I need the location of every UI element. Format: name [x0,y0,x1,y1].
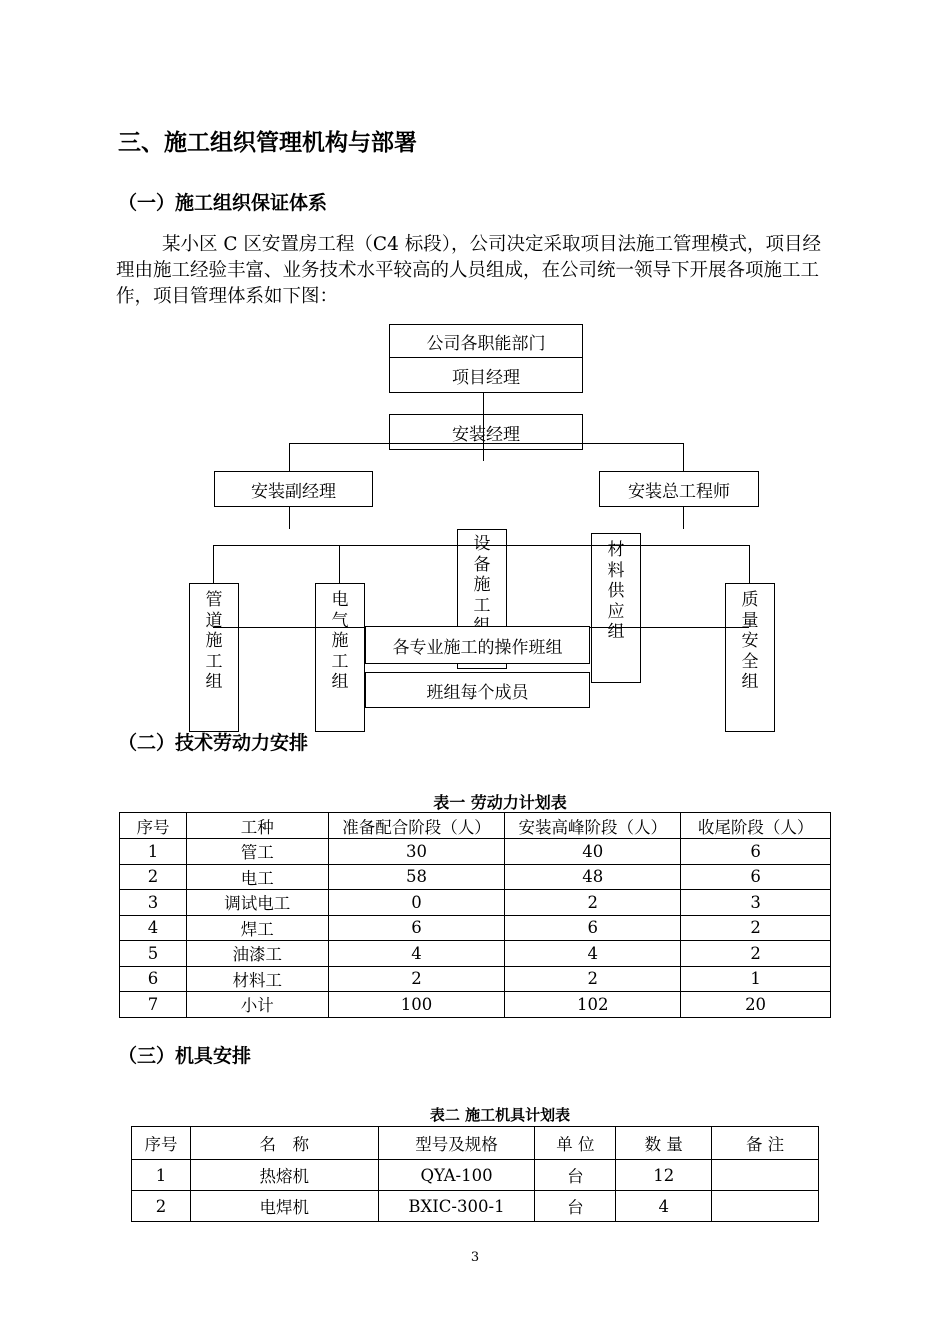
connector-branch [289,443,683,444]
chief-engineer-label: 安装总工程师 [628,481,730,502]
table-cell: 6 [328,915,505,941]
equipment-group-char: 备 [473,554,491,575]
equipment-header-cell: 单 位 [535,1127,616,1160]
table-cell: 2 [120,864,187,890]
equipment-group-char: 设 [473,534,491,554]
project-manager-box [389,357,583,393]
table-cell: 2 [505,966,681,992]
team-members-label: 班组每个成员 [426,682,529,703]
connector-chief-down [683,507,684,529]
equipment-table-header [132,1127,819,1160]
page-heading: 三、施工组织管理机构与部署 [118,130,417,156]
table-cell: QYA-100 [378,1160,535,1191]
table-cell: 油漆工 [186,941,328,967]
equipment-header-cell: 序号 [132,1127,191,1160]
pipe-group-char: 道 [205,610,223,631]
table-cell: 热熔机 [190,1160,378,1191]
table-cell: 6 [120,966,187,992]
company-depts-box [389,324,583,358]
connector-pipe [213,545,214,583]
quality-group-char: 安 [741,631,759,651]
chief-engineer-box [599,471,759,507]
project-manager-label: 项目经理 [452,367,520,388]
table-cell: 3 [120,890,187,916]
labor-table [119,812,831,1018]
table-cell: 2 [681,915,831,941]
electric-group-char: 施 [331,631,349,651]
material-group-char: 供 [607,581,625,601]
table-cell: 6 [681,864,831,890]
connector-left-drop [289,443,290,471]
table-cell: 6 [505,915,681,941]
operation-teams-box [365,626,590,664]
table-cell: 48 [505,864,681,890]
table-cell [712,1160,819,1191]
pipe-group-box [189,583,239,732]
table-cell: 20 [681,992,831,1018]
table-cell: 1 [681,966,831,992]
team-members-box [365,672,590,708]
electric-group-char: 组 [331,672,349,692]
quality-group-char: 组 [741,672,759,692]
table-row [132,1191,819,1222]
pipe-group-char: 管 [205,590,223,610]
table-cell: 0 [328,890,505,916]
table-cell: 2 [505,890,681,916]
table-cell: 3 [681,890,831,916]
connector-quality [749,545,750,583]
operation-teams-label: 各专业施工的操作班组 [392,637,563,658]
table-cell: 2 [328,966,505,992]
material-group-char: 组 [607,622,625,642]
connector-deputy-down [289,507,290,529]
quality-group-char: 质 [741,590,759,610]
table-cell: 小计 [186,992,328,1018]
equipment-header-cell: 型号及规格 [378,1127,535,1160]
equipment-table [131,1126,819,1222]
table-cell: 1 [120,839,187,865]
labor-header-cell: 工种 [186,813,328,839]
table-cell: 台 [535,1191,616,1222]
pipe-group-char: 施 [205,631,223,651]
labor-header-cell: 安装高峰阶段（人） [505,813,681,839]
table-cell: 2 [681,941,831,967]
table-row [120,966,831,992]
quality-group-box [725,583,775,732]
table-cell [712,1191,819,1222]
company-depts-label: 公司各职能部门 [426,333,546,354]
table-cell: 7 [120,992,187,1018]
page-number: 3 [470,1250,480,1265]
table-cell: 12 [616,1160,712,1191]
section1-paragraph [116,232,836,310]
table-cell: 102 [505,992,681,1018]
pipe-group-char: 工 [205,651,223,672]
table2-caption: 表二 施工机具计划表 [429,1106,571,1124]
equipment-header-cell: 数 量 [616,1127,712,1160]
table-cell: 材料工 [186,966,328,992]
table-cell: 6 [681,839,831,865]
table-cell: 4 [505,941,681,967]
table-cell: BXIC-300-1 [378,1191,535,1222]
table-row [132,1160,819,1191]
labor-table-header [120,813,831,839]
connector-electric [339,545,340,583]
electric-group-char: 气 [331,610,349,631]
labor-header-cell: 序号 [120,813,187,839]
section1-title: （一）施工组织保证体系 [118,192,328,214]
table-cell: 电工 [186,864,328,890]
labor-header-cell: 准备配合阶段（人） [328,813,505,839]
table-row [120,839,831,865]
quality-group-char: 全 [741,651,759,672]
material-group-char: 应 [607,601,625,622]
paragraph-text: 某小区 C 区安置房工程（C4 标段），公司决定采取项目法施工管理模式，项目经理由施工经验丰富、业务技术水平较高的人员组成，在公司统一领导下开展各项施工工作，项目管理体系如下图： [116,234,821,307]
table-cell: 调试电工 [186,890,328,916]
table-cell: 2 [132,1191,191,1222]
table-cell: 电焊机 [190,1191,378,1222]
deputy-manager-box [214,471,373,507]
material-group-char: 材 [607,540,625,560]
deputy-manager-label: 安装副经理 [251,481,336,502]
table-cell: 30 [328,839,505,865]
install-manager-label: 安装经理 [452,424,520,445]
section3-title: （三）机具安排 [118,1045,252,1067]
table-cell: 1 [132,1160,191,1191]
equipment-header-cell: 名 称 [190,1127,378,1160]
install-manager-box [389,414,583,450]
table-cell: 焊工 [186,915,328,941]
equipment-header-cell: 备 注 [712,1127,819,1160]
pipe-group-char: 组 [205,672,223,692]
table-cell: 台 [535,1160,616,1191]
table-cell: 5 [120,941,187,967]
table-row [120,992,831,1018]
table-row [120,941,831,967]
table-cell: 40 [505,839,681,865]
table-row [120,890,831,916]
electric-group-char: 工 [331,651,349,672]
labor-header-cell: 收尾阶段（人） [681,813,831,839]
table-cell: 4 [328,941,505,967]
table-row [120,864,831,890]
quality-group-char: 量 [741,610,759,631]
electric-group-box [315,583,365,732]
table-cell: 4 [120,915,187,941]
section2-title: （二）技术劳动力安排 [118,732,309,754]
table-cell: 4 [616,1191,712,1222]
table-cell: 100 [328,992,505,1018]
material-group-char: 料 [607,560,625,581]
table-cell: 管工 [186,839,328,865]
material-group-box [591,533,641,683]
equipment-group-char: 施 [473,575,491,595]
table-row [120,915,831,941]
electric-group-char: 电 [331,590,349,610]
table1-caption: 表一 劳动力计划表 [433,793,567,812]
table-cell: 58 [328,864,505,890]
connector-right-drop [683,443,684,471]
equipment-group-char: 工 [473,595,491,616]
